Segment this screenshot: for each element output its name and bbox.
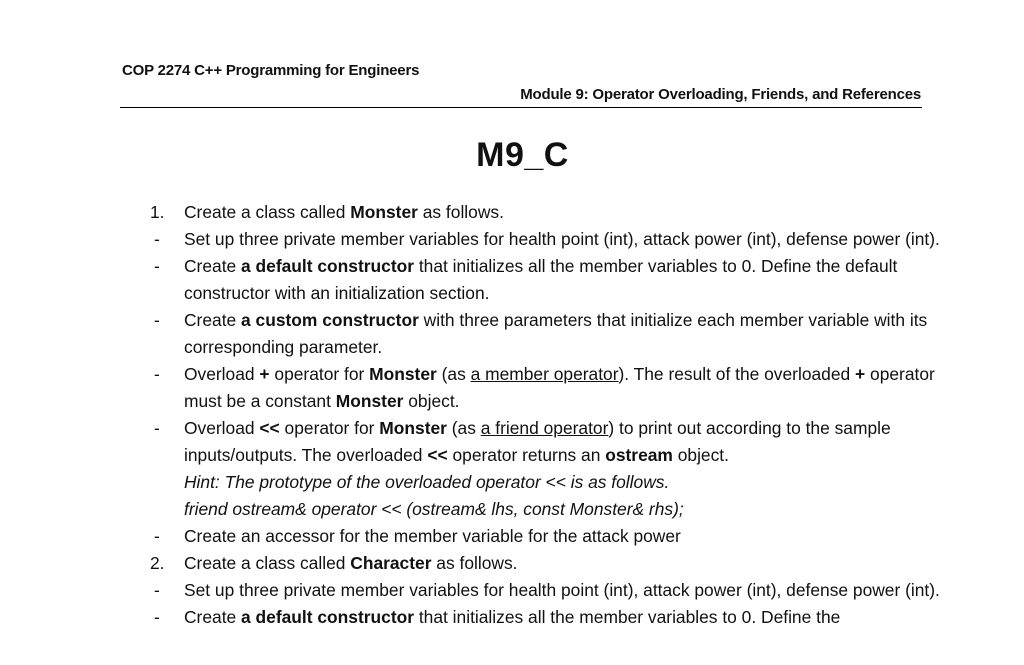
hint-text: Hint: The prototype of the overloaded operator << is as follows. bbox=[184, 472, 670, 492]
list-marker: - bbox=[154, 229, 160, 249]
list-item bbox=[150, 361, 940, 415]
list-item-text: Overload << operator for Monster (as a friend operator) to print out according to the sample inputs/outputs. The overloaded << operator returns an ostream object. Hint: The prototype of the overloaded operator << is as follows. friend ostream& operator << (ostream& lhs, const Monster& rhs); bbox=[184, 415, 940, 523]
list-item-text: Create a custom constructor with three parameters that initialize each member variable with its corresponding parameter. bbox=[184, 310, 928, 357]
list-item bbox=[150, 523, 940, 550]
list-item-text: Create a default constructor that initializes all the member variables to 0. Define the bbox=[184, 607, 841, 627]
list-marker: 2. bbox=[150, 553, 165, 573]
header-rule bbox=[120, 107, 922, 108]
instruction-list bbox=[150, 199, 940, 631]
list-item bbox=[150, 253, 940, 307]
prototype-code: friend ostream& operator << (ostream& lhs, const Monster& rhs); bbox=[184, 499, 684, 519]
list-marker: - bbox=[154, 580, 160, 600]
list-item bbox=[150, 307, 940, 361]
course-title: COP 2274 C++ Programming for Engineers bbox=[122, 62, 420, 79]
list-marker: - bbox=[154, 364, 160, 384]
list-marker: - bbox=[154, 607, 160, 627]
list-item-text: Set up three private member variables for health point (int), attack power (int), defense power (int). bbox=[184, 580, 940, 600]
list-marker: 1. bbox=[150, 202, 165, 222]
list-marker: - bbox=[154, 310, 160, 330]
list-item-text: Overload + operator for Monster (as a member operator). The result of the overloaded + operator must be a constant Monster object. bbox=[184, 364, 935, 411]
list-marker: - bbox=[154, 256, 160, 276]
list-item-text: Create a class called Character as follows. bbox=[184, 553, 518, 573]
list-marker: - bbox=[154, 526, 160, 546]
list-item bbox=[150, 226, 940, 253]
page-title: M9_C bbox=[476, 136, 569, 174]
list-item bbox=[150, 550, 940, 577]
list-item-text: Create a class called Monster as follows. bbox=[184, 202, 504, 222]
list-item bbox=[150, 604, 940, 631]
list-item bbox=[150, 415, 940, 523]
list-item-text: Create a default constructor that initializes all the member variables to 0. Define the default constructor with an initialization section. bbox=[184, 256, 898, 303]
list-item bbox=[150, 199, 940, 226]
list-marker: - bbox=[154, 418, 160, 438]
list-item-text: Create an accessor for the member variable for the attack power bbox=[184, 526, 681, 546]
list-item-text: Set up three private member variables for health point (int), attack power (int), defense power (int). bbox=[184, 229, 940, 249]
module-title: Module 9: Operator Overloading, Friends, and References bbox=[520, 86, 921, 103]
list-item bbox=[150, 577, 940, 604]
